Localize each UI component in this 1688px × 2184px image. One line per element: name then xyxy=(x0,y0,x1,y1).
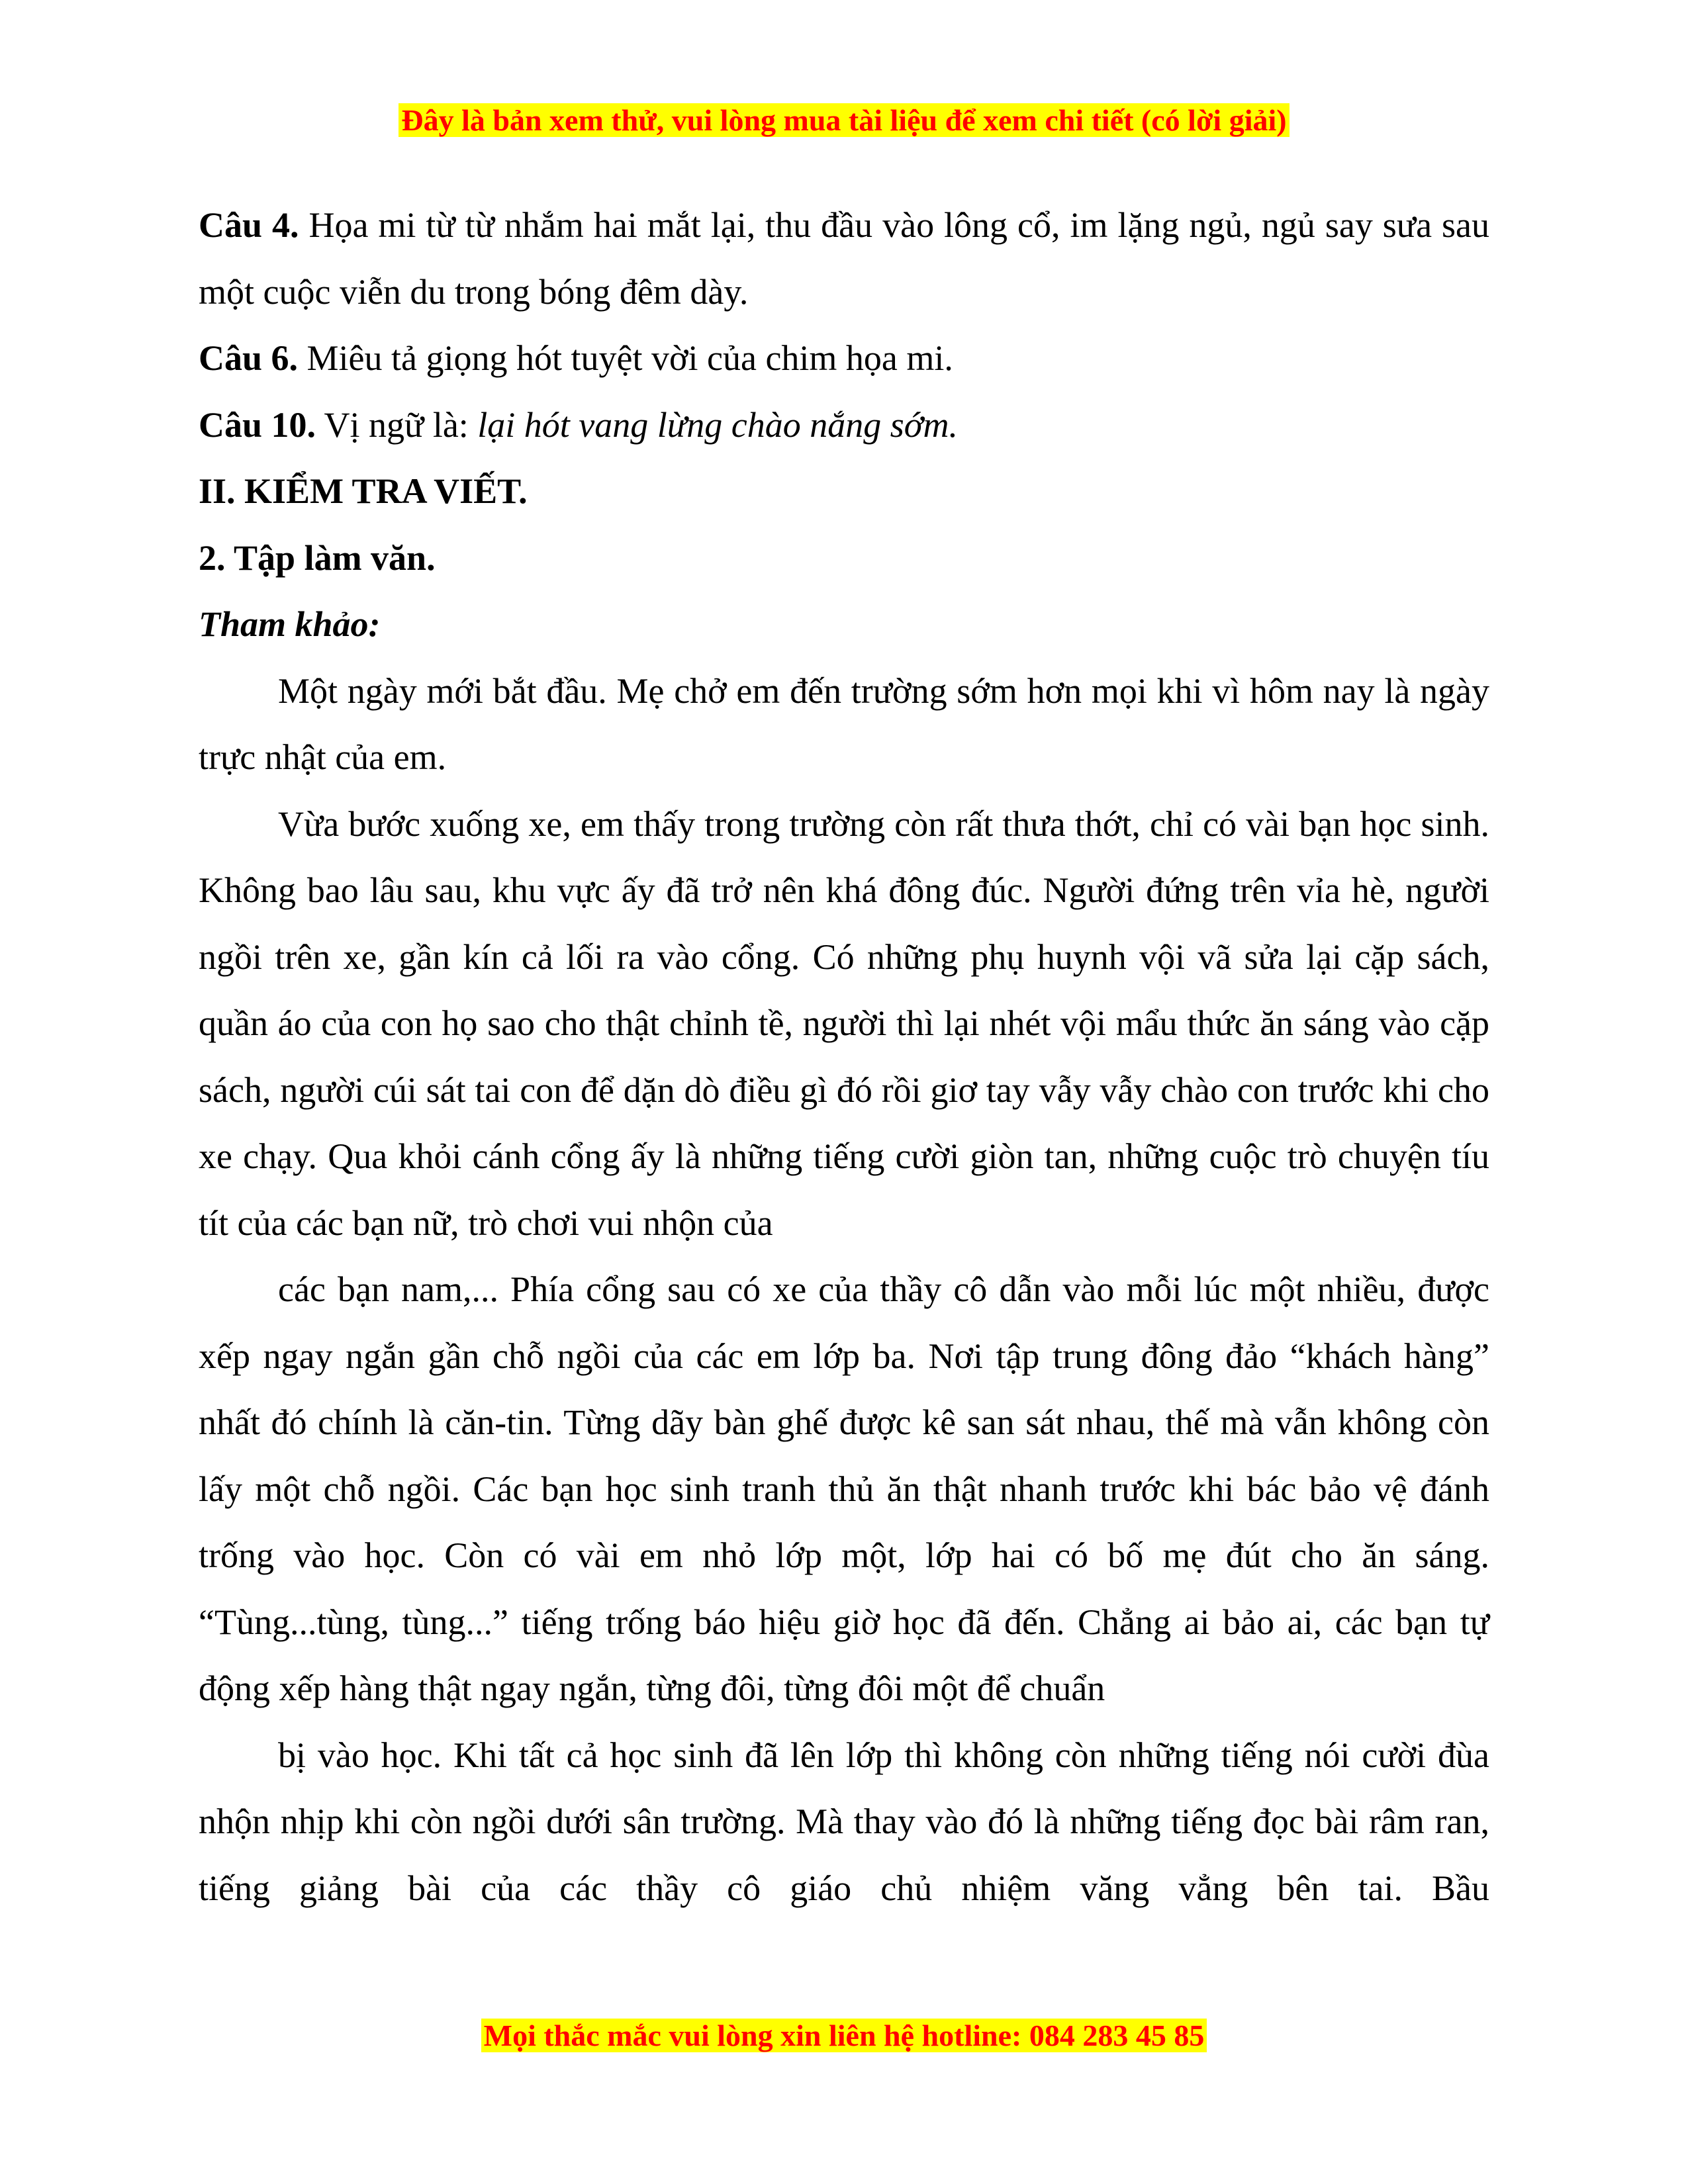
answer-label: Câu 6. xyxy=(199,338,299,378)
reference-label: Tham khảo: xyxy=(199,604,381,644)
answer-text: Vị ngữ là: xyxy=(316,404,478,445)
section-heading: II. KIỂM TRA VIẾT. xyxy=(199,471,528,511)
answer-text: Họa mi từ từ nhắm hai mắt lại, thu đầu vào lông cổ, im lặng ngủ, ngủ say sưa sau một cuộc viễn du trong bóng đêm dày. xyxy=(199,205,1489,312)
essay-paragraph: bị vào học. Khi tất cả học sinh đã lên lớp thì không còn những tiếng nói cười đùa nhộn nhịp khi còn ngồi dưới sân trường. Mà thay vào đó là những tiếng đọc bài râm ran, tiếng giảng bài của các thầy cô giáo chủ nhiệm văng vẳng bên tai. Bầu xyxy=(199,1735,1489,1908)
hotline-banner xyxy=(0,2016,1688,2056)
essay-paragraph: Một ngày mới bắt đầu. Mẹ chở em đến trường sớm hơn mọi khi vì hôm nay là ngày trực nhật của em. xyxy=(199,670,1489,777)
hotline-text: Mọi thắc mắc vui lòng xin liên hệ hotline: 084 283 45 85 xyxy=(481,2019,1207,2052)
answer-label: Câu 10. xyxy=(199,404,316,445)
preview-notice-text: Đây là bản xem thử, vui lòng mua tài liệu để xem chi tiết (có lời giải) xyxy=(399,103,1289,137)
preview-notice-banner xyxy=(0,101,1688,140)
answer-cau-6 xyxy=(199,325,1489,392)
essay-paragraph: Vừa bước xuống xe, em thấy trong trường còn rất thưa thớt, chỉ có vài bạn học sinh. Không bao lâu sau, khu vực ấy đã trở nên khá đông đúc. Người đứng trên vỉa hè, người ngồi trên xe, gần kín cả lối ra vào cổng. Có những phụ huynh vội vã sửa lại cặp sách, quần áo của con họ sao cho thật chỉnh tề, người thì lại nhét vội mẩu thức ăn sáng vào cặp sách, người cúi sát tai con để dặn dò điều gì đó rồi giơ tay vẫy vẫy chào con trước khi cho xe chạy. Qua khỏi cánh cổng ấy là những tiếng cười giòn tan, những cuộc trò chuyện tíu tít của các bạn nữ, trò chơi vui nhộn của xyxy=(199,803,1489,1243)
answer-cau-10 xyxy=(199,392,1489,459)
answer-cau-4 xyxy=(199,192,1489,325)
answer-text: Miêu tả giọng hót tuyệt vời của chim họa mi. xyxy=(298,338,953,378)
document-body xyxy=(199,192,1489,1921)
answer-label: Câu 4. xyxy=(199,205,299,245)
essay-paragraph: các bạn nam,... Phía cổng sau có xe của thầy cô dẫn vào mỗi lúc một nhiều, được xếp ngay ngắn gần chỗ ngồi của các em lớp ba. Nơi tập trung đông đảo “khách hàng” nhất đó chính là căn-tin. Từng dãy bàn ghế được kê san sát nhau, thế mà vẫn không còn lấy một chỗ ngồi. Các bạn học sinh tranh thủ ăn thật nhanh trước khi bác bảo vệ đánh trống vào học. Còn có vài em nhỏ lớp một, lớp hai có bố mẹ đút cho ăn sáng. “Tùng...tùng, tùng...” tiếng trống báo hiệu giờ học đã đến. Chẳng ai bảo ai, các bạn tự động xếp hàng thật ngay ngắn, từng đôi, từng đôi một để chuẩn xyxy=(199,1269,1489,1708)
subsection-heading: 2. Tập làm văn. xyxy=(199,537,436,578)
answer-italic-text: lại hót vang lừng chào nắng sớm. xyxy=(477,404,959,445)
